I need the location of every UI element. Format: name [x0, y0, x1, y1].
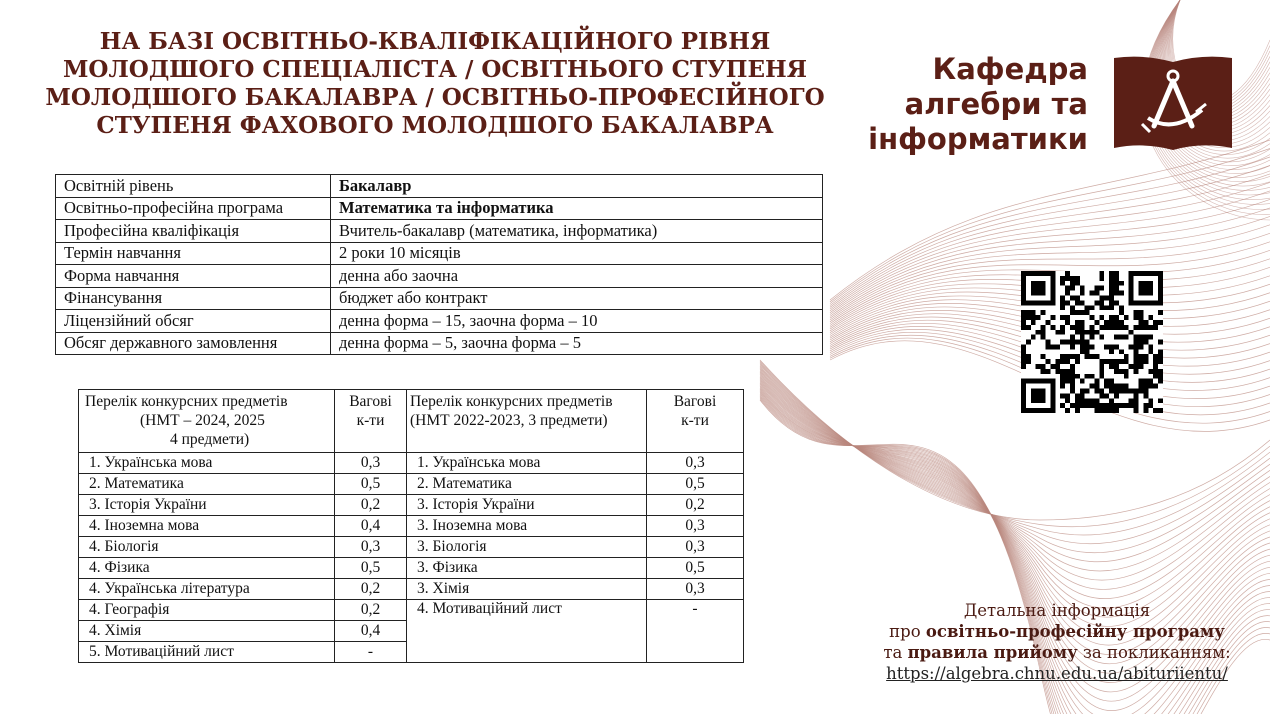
subject-cell: 3. Хімія [407, 579, 647, 600]
header-line: Вагові [349, 393, 392, 410]
table-row [79, 474, 744, 495]
row-label: Термін навчання [56, 242, 331, 265]
subject-cell: 3. Історія України [79, 495, 335, 516]
table-row [79, 558, 744, 579]
weight-cell: 0,5 [335, 558, 407, 579]
row-label: Освітньо-професійна програма [56, 197, 331, 220]
info-link[interactable]: https://algebra.chnu.edu.ua/abituriientu/ [886, 664, 1228, 683]
subject-cell: 4. Фізика [79, 558, 335, 579]
weight-cell: 0,2 [335, 600, 407, 621]
subject-cell: 2. Математика [407, 474, 647, 495]
subject-cell: 4. Хімія [79, 621, 335, 642]
subject-cell: 4. Мотиваційний лист [407, 600, 647, 663]
header-line: к-ти [681, 412, 709, 429]
info-program-bold: освітньо-професійну програму [925, 622, 1225, 641]
table-row [56, 220, 823, 243]
table-row [79, 453, 744, 474]
qr-code-icon[interactable] [1021, 271, 1163, 413]
row-value: денна форма – 15, заочна форма – 10 [331, 310, 823, 333]
department-line: Кафедра [932, 52, 1088, 86]
subject-cell: 1. Українська мова [407, 453, 647, 474]
title-line: НА БАЗІ ОСВІТНЬО-КВАЛІФІКАЦІЙНОГО РІВНЯ [99, 28, 771, 55]
title-line: МОЛОДШОГО БАКАЛАВРА / ОСВІТНЬО-ПРОФЕСІЙНОГО [45, 84, 825, 111]
weight-cell: 0,3 [647, 537, 744, 558]
weight-cell: 0,3 [335, 453, 407, 474]
row-label: Форма навчання [56, 265, 331, 288]
table-row [56, 197, 823, 220]
table-row [56, 265, 823, 288]
subject-cell: 2. Математика [79, 474, 335, 495]
info-rules-bold: правила прийому [907, 643, 1078, 662]
table-row [56, 287, 823, 310]
table-row [79, 495, 744, 516]
wave-line [760, 373, 1270, 617]
table-row [79, 579, 744, 600]
table-row [79, 516, 744, 537]
wave-line [760, 365, 1270, 553]
row-value: денна форма – 5, заочна форма – 5 [331, 332, 823, 355]
subject-cell: 5. Мотиваційний лист [79, 642, 335, 663]
header-line: Перелік конкурсних предметів [410, 393, 613, 410]
info-text: про [889, 622, 926, 641]
table-row [56, 175, 823, 198]
info-text: та [883, 643, 908, 662]
table-row [79, 600, 744, 621]
header-line: (НМТ – 2024, 2025 [140, 412, 265, 429]
weight-cell: - [647, 600, 744, 663]
row-label: Ліцензійний обсяг [56, 310, 331, 333]
header-line: 4 предмети) [170, 431, 250, 448]
subject-cell: 3. Історія України [407, 495, 647, 516]
title-line: МОЛОДШОГО СПЕЦІАЛІСТА / ОСВІТНЬОГО СТУПЕНЯ [62, 56, 808, 83]
info-line-2 [862, 621, 1252, 642]
subject-cell: 4. Іноземна мова [79, 516, 335, 537]
department-line: алгебри та [904, 87, 1088, 121]
weight-cell: 0,4 [335, 621, 407, 642]
weight-cell: 0,5 [335, 474, 407, 495]
subject-cell: 3. Фізика [407, 558, 647, 579]
header-line: Перелік конкурсних предметів [85, 393, 288, 410]
table-row [56, 242, 823, 265]
info-line-1: Детальна інформація [963, 601, 1151, 620]
weight-cell: 0,2 [335, 495, 407, 516]
header-subjects-nmt-2022 [407, 390, 647, 453]
header-line: (НМТ 2022-2023, 3 предмети) [410, 412, 608, 429]
table-row [56, 332, 823, 355]
header-line: Вагові [673, 393, 717, 410]
info-text: за покликанням: [1077, 643, 1231, 662]
header-weights [647, 390, 744, 453]
header-line: к-ти [356, 412, 385, 429]
table-row [79, 537, 744, 558]
row-value: 2 роки 10 місяців [331, 242, 823, 265]
weight-cell: - [335, 642, 407, 663]
weight-cell: 0,3 [335, 537, 407, 558]
subject-cell: 3. Іноземна мова [407, 516, 647, 537]
weight-cell: 0,2 [335, 579, 407, 600]
program-info-table [55, 174, 823, 355]
table-row [56, 310, 823, 333]
page-title [40, 28, 830, 140]
row-value: Вчитель-бакалавр (математика, інформатика) [331, 220, 823, 243]
row-label: Освітній рівень [56, 175, 331, 198]
row-label: Фінансування [56, 287, 331, 310]
weight-cell: 0,5 [647, 558, 744, 579]
header-row [79, 390, 744, 453]
compass-book-logo-icon [1114, 54, 1232, 152]
wave-line [760, 369, 1270, 581]
row-value: Бакалавр [331, 175, 823, 198]
weight-cell: 0,3 [647, 516, 744, 537]
weight-cell: 0,5 [647, 474, 744, 495]
details-info [862, 600, 1252, 684]
department-name [868, 52, 1088, 157]
subjects-weights-table [78, 389, 744, 663]
title-line: СТУПЕНЯ ФАХОВОГО МОЛОДШОГО БАКАЛАВРА [96, 112, 774, 139]
row-label: Професійна кваліфікація [56, 220, 331, 243]
info-line-3 [862, 642, 1252, 663]
weight-cell: 0,3 [647, 453, 744, 474]
subject-cell: 1. Українська мова [79, 453, 335, 474]
row-value: денна або заочна [331, 265, 823, 288]
weight-cell: 0,4 [335, 516, 407, 537]
subject-cell: 4. Географія [79, 600, 335, 621]
header-weights [335, 390, 407, 453]
subject-cell: 4. Біологія [79, 537, 335, 558]
wave-line [760, 362, 1270, 535]
subject-cell: 4. Українська література [79, 579, 335, 600]
subject-cell: 3. Біологія [407, 537, 647, 558]
row-label: Обсяг державного замовлення [56, 332, 331, 355]
weight-cell: 0,3 [647, 579, 744, 600]
department-line: інформатики [868, 122, 1088, 156]
header-subjects-nmt-2024 [79, 390, 335, 453]
row-value: бюджет або контракт [331, 287, 823, 310]
weight-cell: 0,2 [647, 495, 744, 516]
wave-line [760, 375, 1270, 627]
row-value: Математика та інформатика [331, 197, 823, 220]
